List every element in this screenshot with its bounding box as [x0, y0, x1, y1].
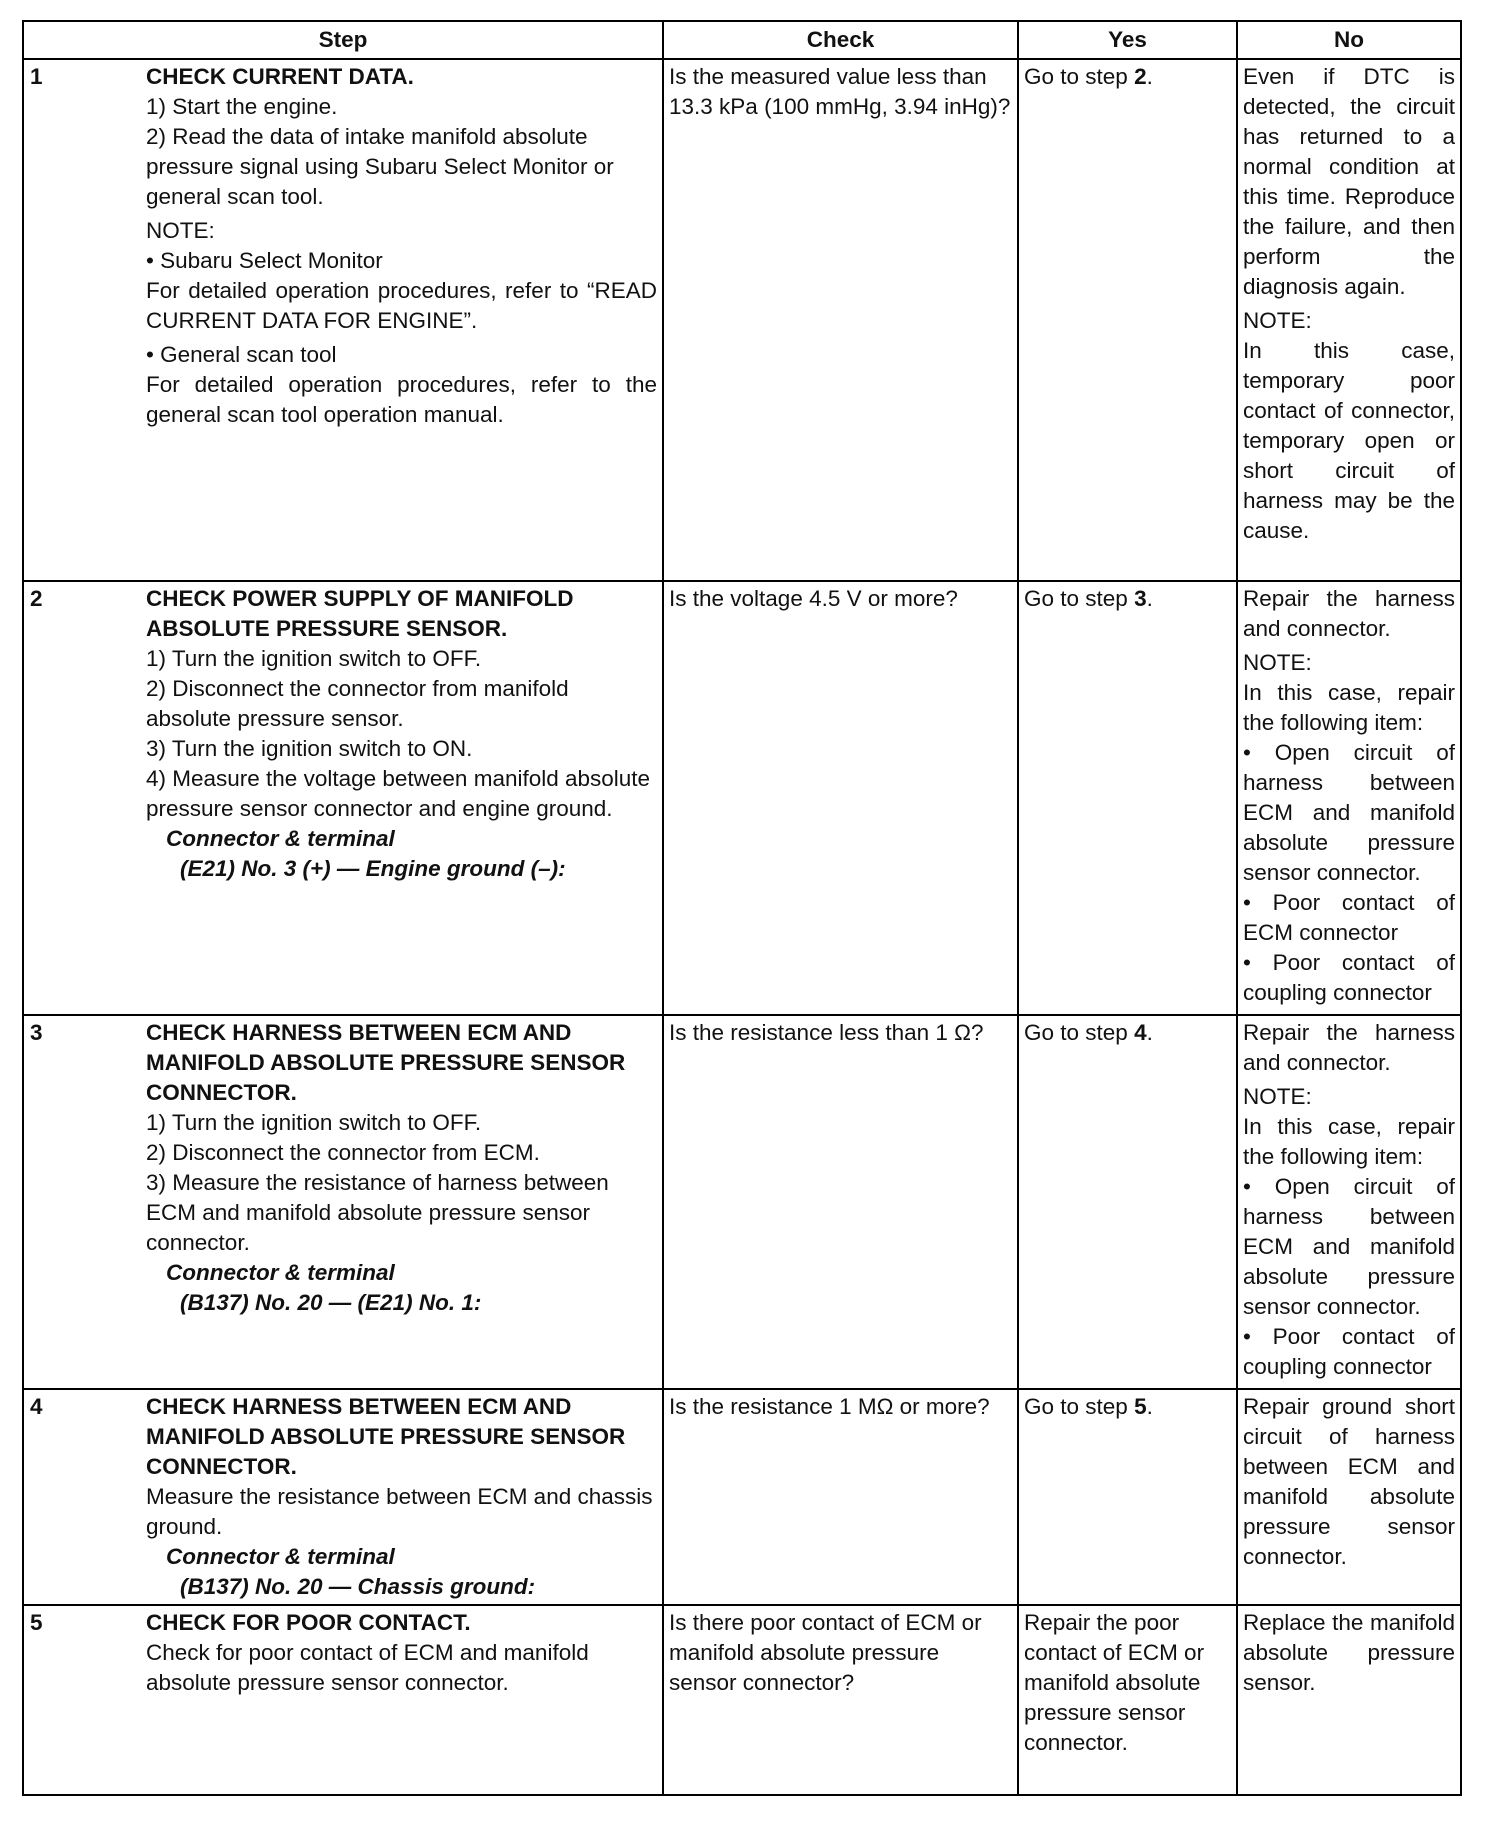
step-body: Check for poor contact of ECM and manifold absolute pressure sensor connector.	[146, 1640, 589, 1695]
step-instruction: 3) Turn the ignition switch to ON.	[146, 736, 473, 761]
check-cell: Is the resistance 1 MΩ or more?	[663, 1389, 1018, 1605]
connector-terminal-value: (B137) No. 20 — (E21) No. 1:	[180, 1290, 482, 1315]
yes-prefix: Go to step	[1024, 1020, 1135, 1045]
step-body: Measure the resistance between ECM and chassis ground.	[146, 1484, 653, 1539]
step-number: 1	[30, 64, 43, 89]
yes-suffix: .	[1146, 1020, 1153, 1045]
no-note-text: In this case, repair the following item:	[1243, 680, 1455, 735]
step-number: 4	[30, 1394, 43, 1419]
no-note-label: NOTE:	[1243, 308, 1312, 333]
yes-cell: Repair the poor contact of ECM or manifold absolute pressure sensor connector.	[1018, 1605, 1237, 1795]
connector-terminal-value: (B137) No. 20 — Chassis ground:	[180, 1574, 536, 1599]
table-header-row	[23, 21, 1461, 59]
no-list-item: • Poor contact of ECM connector	[1243, 890, 1455, 945]
step-instruction: 2) Read the data of intake manifold absolute pressure signal using Subaru Select Monitor or general scan tool.	[146, 124, 614, 209]
no-list-item: • Open circuit of harness between ECM and manifold absolute pressure sensor connector.	[1243, 740, 1455, 885]
step-cell	[23, 1605, 663, 1795]
step-instruction: 3) Measure the resistance of harness between ECM and manifold absolute pressure sensor connector.	[146, 1170, 609, 1255]
connector-terminal-label: Connector & terminal	[166, 1260, 395, 1285]
step-instruction: 4) Measure the voltage between manifold absolute pressure sensor connector and engine ground.	[146, 766, 651, 821]
no-text: Even if DTC is detected, the circuit has returned to a normal condition at this time. Reproduce the failure, and then perform the diagnosis again.	[1243, 64, 1455, 299]
no-note-text: In this case, repair the following item:	[1243, 1114, 1455, 1169]
no-text: Repair ground short circuit of harness between ECM and manifold absolute pressure sensor connector.	[1243, 1394, 1455, 1569]
step-number: 3	[30, 1020, 43, 1045]
step-cell	[23, 1389, 663, 1605]
yes-prefix: Go to step	[1024, 64, 1135, 89]
header-no: No	[1237, 21, 1461, 59]
header-check: Check	[663, 21, 1018, 59]
step-instruction: 1) Start the engine.	[146, 94, 338, 119]
step-title: CHECK FOR POOR CONTACT.	[146, 1610, 471, 1635]
check-cell: Is the voltage 4.5 V or more?	[663, 581, 1018, 1015]
table-row	[23, 1605, 1461, 1795]
connector-terminal-value: (E21) No. 3 (+) — Engine ground (–):	[180, 856, 566, 881]
step-instruction: 2) Disconnect the connector from manifold absolute pressure sensor.	[146, 676, 569, 731]
step-instruction: 1) Turn the ignition switch to OFF.	[146, 646, 482, 671]
no-note-label: NOTE:	[1243, 1084, 1312, 1109]
no-text: Repair the harness and connector.	[1243, 586, 1455, 641]
no-text: Replace the manifold absolute pressure sensor.	[1243, 1610, 1455, 1695]
yes-step-ref: 4	[1134, 1020, 1147, 1045]
yes-suffix: .	[1146, 64, 1153, 89]
note-bullet: • General scan tool	[146, 342, 337, 367]
step-number: 2	[30, 586, 43, 611]
header-step: Step	[23, 21, 663, 59]
yes-prefix: Go to step	[1024, 586, 1135, 611]
no-cell	[1237, 1605, 1461, 1795]
table-row	[23, 1389, 1461, 1605]
no-text: Repair the harness and connector.	[1243, 1020, 1455, 1075]
no-list-item: • Open circuit of harness between ECM and manifold absolute pressure sensor connector.	[1243, 1174, 1455, 1319]
yes-suffix: .	[1146, 586, 1153, 611]
table-row	[23, 1015, 1461, 1389]
step-number: 5	[30, 1610, 43, 1635]
header-yes: Yes	[1018, 21, 1237, 59]
note-label: NOTE:	[146, 218, 215, 243]
no-list-item: • Poor contact of coupling connector	[1243, 1324, 1455, 1379]
note-text: For detailed operation procedures, refer to the general scan tool operation manual.	[146, 372, 657, 427]
yes-step-ref: 2	[1134, 64, 1147, 89]
no-cell	[1237, 1015, 1461, 1389]
note-bullet: • Subaru Select Monitor	[146, 248, 383, 273]
step-title: CHECK CURRENT DATA.	[146, 64, 414, 89]
no-note-text: In this case, temporary poor contact of connector, temporary open or short circuit of harness may be the cause.	[1243, 338, 1455, 543]
note-text: For detailed operation procedures, refer to “READ CURRENT DATA FOR ENGINE”.	[146, 278, 657, 333]
check-cell: Is the measured value less than 13.3 kPa (100 mmHg, 3.94 inHg)?	[663, 59, 1018, 581]
yes-cell	[1018, 581, 1237, 1015]
table-row	[23, 59, 1461, 581]
no-note-label: NOTE:	[1243, 650, 1312, 675]
check-cell: Is the resistance less than 1 Ω?	[663, 1015, 1018, 1389]
connector-terminal-label: Connector & terminal	[166, 826, 395, 851]
diagnostic-table	[22, 20, 1462, 1796]
yes-cell	[1018, 1015, 1237, 1389]
step-cell	[23, 1015, 663, 1389]
yes-step-ref: 3	[1134, 586, 1147, 611]
step-instruction: 1) Turn the ignition switch to OFF.	[146, 1110, 482, 1135]
no-cell	[1237, 59, 1461, 581]
step-title: CHECK POWER SUPPLY OF MANIFOLD ABSOLUTE PRESSURE SENSOR.	[146, 586, 574, 641]
step-cell	[23, 59, 663, 581]
no-cell	[1237, 581, 1461, 1015]
yes-step-ref: 5	[1134, 1394, 1147, 1419]
check-cell: Is there poor contact of ECM or manifold absolute pressure sensor connector?	[663, 1605, 1018, 1795]
no-list-item: • Poor contact of coupling connector	[1243, 950, 1455, 1005]
yes-prefix: Go to step	[1024, 1394, 1135, 1419]
yes-suffix: .	[1146, 1394, 1153, 1419]
step-instruction: 2) Disconnect the connector from ECM.	[146, 1140, 540, 1165]
step-title: CHECK HARNESS BETWEEN ECM AND MANIFOLD ABSOLUTE PRESSURE SENSOR CONNECTOR.	[146, 1020, 626, 1105]
yes-cell	[1018, 1389, 1237, 1605]
table-row	[23, 581, 1461, 1015]
connector-terminal-label: Connector & terminal	[166, 1544, 395, 1569]
yes-cell	[1018, 59, 1237, 581]
step-title: CHECK HARNESS BETWEEN ECM AND MANIFOLD ABSOLUTE PRESSURE SENSOR CONNECTOR.	[146, 1394, 626, 1479]
no-cell	[1237, 1389, 1461, 1605]
step-cell	[23, 581, 663, 1015]
